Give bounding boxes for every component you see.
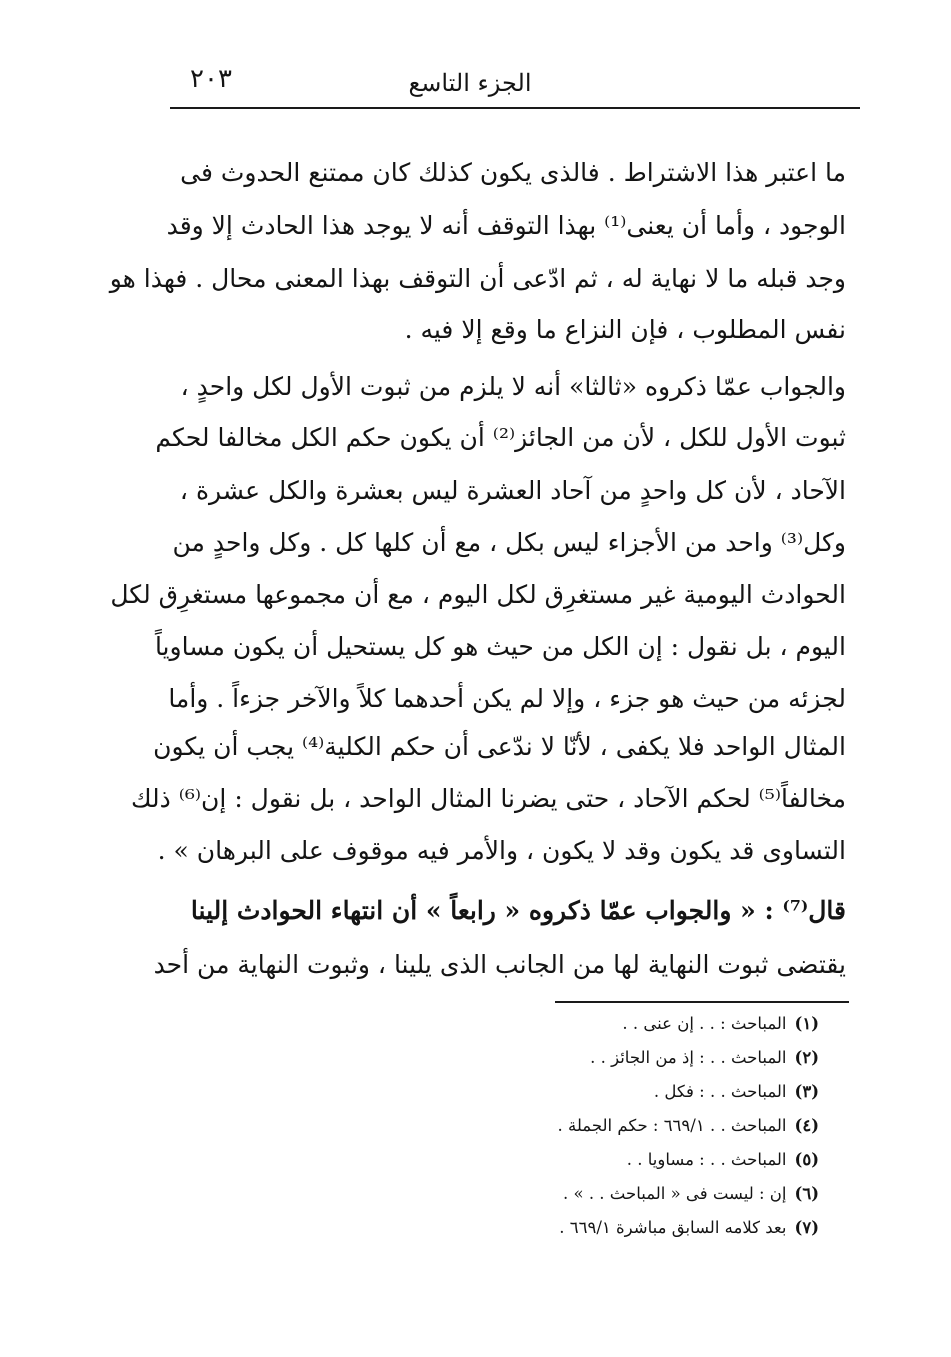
header-rule [170, 107, 860, 109]
footnote-number: (٤) [794, 1116, 819, 1135]
footnote-text: المباحث : . . إن عنى . . [622, 1014, 787, 1033]
footnote [459, 1008, 819, 1040]
footnote [459, 1212, 819, 1244]
body-line: لجزئه من حيث هو جزء ، وإلا لم يكن أحدهما كلاً والآخر جزءاً . وأما [168, 684, 846, 713]
footnote-text: بعد كلامه السابق مباشرة ٦٦٩/١ . [559, 1218, 787, 1237]
body-line: الوجود ، وأما أن يعنى⁽¹⁾ بهذا التوقف أنه لا يوجد هذا الحادث إلا وقد [166, 211, 846, 240]
footnote [459, 1144, 819, 1176]
page-number: ٢٠٣ [190, 64, 232, 94]
footnote-number: (٢) [794, 1048, 819, 1067]
footnote-number: (٥) [794, 1150, 819, 1169]
footnote [459, 1178, 819, 1210]
body-line: التساوى قد يكون وقد لا يكون ، والأمر فيه موقوف على البرهان » . [157, 836, 846, 865]
body-line: وجد قبله ما لا نهاية له ، ثم ادّعى أن التوقف بهذا المعنى محال . فهذا هو [109, 264, 846, 293]
body-line: الآحاد ، لأن كل واحدٍ من آحاد العشرة ليس بعشرة والكل عشرة ، [179, 476, 846, 505]
body-line: اليوم ، بل نقول : إن الكل من حيث هو كل يستحيل أن يكون مساوياً [154, 632, 846, 661]
body-line: قال⁽⁷⁾ : « والجواب عمّا ذكروه « رابعاً » أن انتهاء الحوادث إلينا [190, 896, 846, 925]
footnote-number: (٧) [794, 1218, 819, 1237]
footnote [459, 1110, 819, 1142]
footnote-number: (١) [794, 1014, 819, 1033]
body-line: ما اعتبر هذا الاشتراط . فالذى يكون كذلك كان ممتنع الحدوث فى [180, 158, 846, 187]
body-line: نفس المطلوب ، فإن النزاع ما وقع إلا فيه . [404, 315, 846, 344]
footnote-number: (٣) [794, 1082, 819, 1101]
body-line: والجواب عمّا ذكروه «ثالثا» أنه لا يلزم من ثبوت الأول لكل واحدٍ ، [180, 372, 846, 401]
footnote-text: المباحث . . : فكل . [653, 1082, 787, 1101]
body-line: الحوادث اليومية غير مستغرِق لكل اليوم ، مع أن مجموعها مستغرِق لكل [110, 580, 846, 609]
footnote-text: المباحث . . : إذ من الجائز . . [590, 1048, 787, 1067]
footnote-text: المباحث . . : مساويا . . [626, 1150, 787, 1169]
footnote [459, 1076, 819, 1108]
body-line: وكل⁽³⁾ واحد من الأجزاء ليس بكل ، مع أن كلها كل . وكل واحدٍ من [172, 528, 846, 557]
body-line: يقتضى ثبوت النهاية لها من الجانب الذى يلينا ، وثبوت النهاية من أحد [153, 950, 846, 979]
body-line: ثبوت الأول للكل ، لأن من الجائز⁽²⁾ أن يكون حكم الكل مخالفا لحكم [155, 423, 846, 452]
body-line: مخالفاً⁽⁵⁾ لحكم الآحاد ، حتى يضرنا المثال الواحد ، بل نقول : إن⁽⁶⁾ ذلك [130, 784, 846, 813]
running-title: الجزء التاسع [408, 69, 532, 97]
footnote [459, 1042, 819, 1074]
footnote-rule [555, 1001, 849, 1003]
footnote-text: المباحث . . ٦٦٩/١ : حكم الجملة . [557, 1116, 787, 1135]
footnote-text: إن : ليست فى « المباحث . . » . [562, 1184, 787, 1203]
footnote-number: (٦) [794, 1184, 819, 1203]
body-line: المثال الواحد فلا يكفى ، لأنّا لا ندّعى أن حكم الكلية⁽⁴⁾ يجب أن يكون [153, 732, 846, 761]
